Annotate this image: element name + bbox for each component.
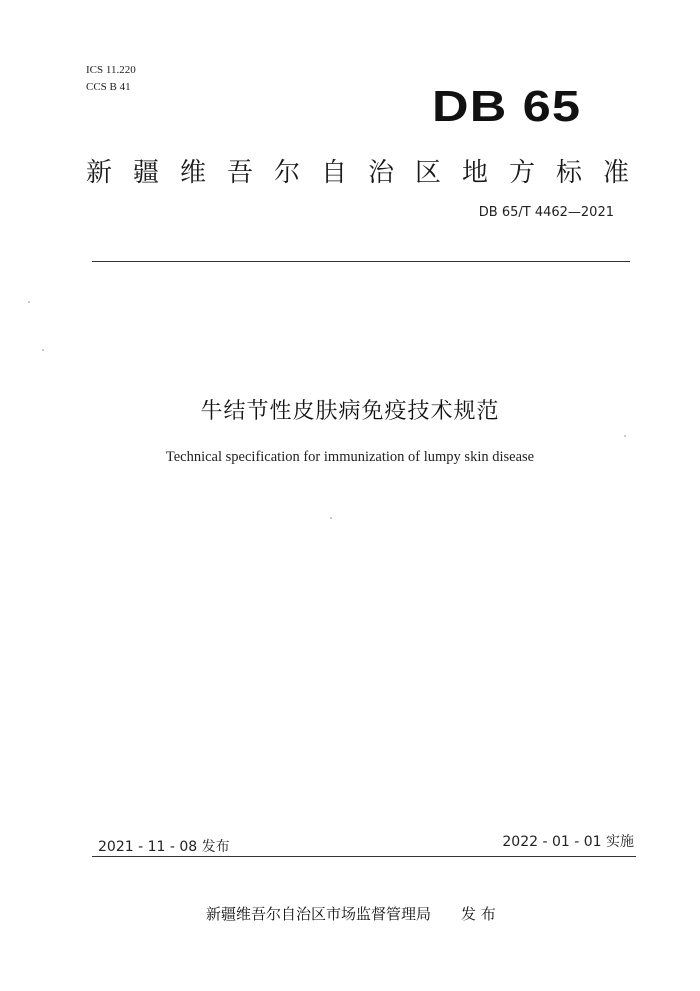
region-standard-title: 新疆维吾尔自治区地方标准 (86, 158, 651, 188)
document-title-english: Technical specification for immunization of lumpy skin disease (165, 449, 535, 465)
db-code-mark: DB 65 (432, 82, 582, 131)
issue-label: 发 布 (461, 905, 496, 923)
document-title-chinese: 牛结节性皮肤病免疫技术规范 (200, 399, 500, 424)
issuing-authority (206, 903, 496, 924)
scan-speck (42, 349, 44, 351)
issuer-name: 新疆维吾尔自治区市场监督管理局 (206, 905, 432, 923)
ccs-code: CCS B 41 (86, 81, 131, 93)
ics-code: ICS 11.220 (86, 64, 136, 76)
classification-codes (86, 62, 136, 96)
issue-date: 2021 - 11 - 08 发布 (98, 839, 230, 855)
header-divider (92, 261, 630, 262)
footer-divider (92, 856, 636, 857)
scan-speck (330, 517, 332, 519)
standard-number: DB 65/T 4462—2021 (478, 205, 614, 220)
implementation-date: 2022 - 01 - 01 实施 (502, 834, 634, 850)
scan-speck (28, 301, 30, 303)
scan-speck (624, 435, 626, 437)
